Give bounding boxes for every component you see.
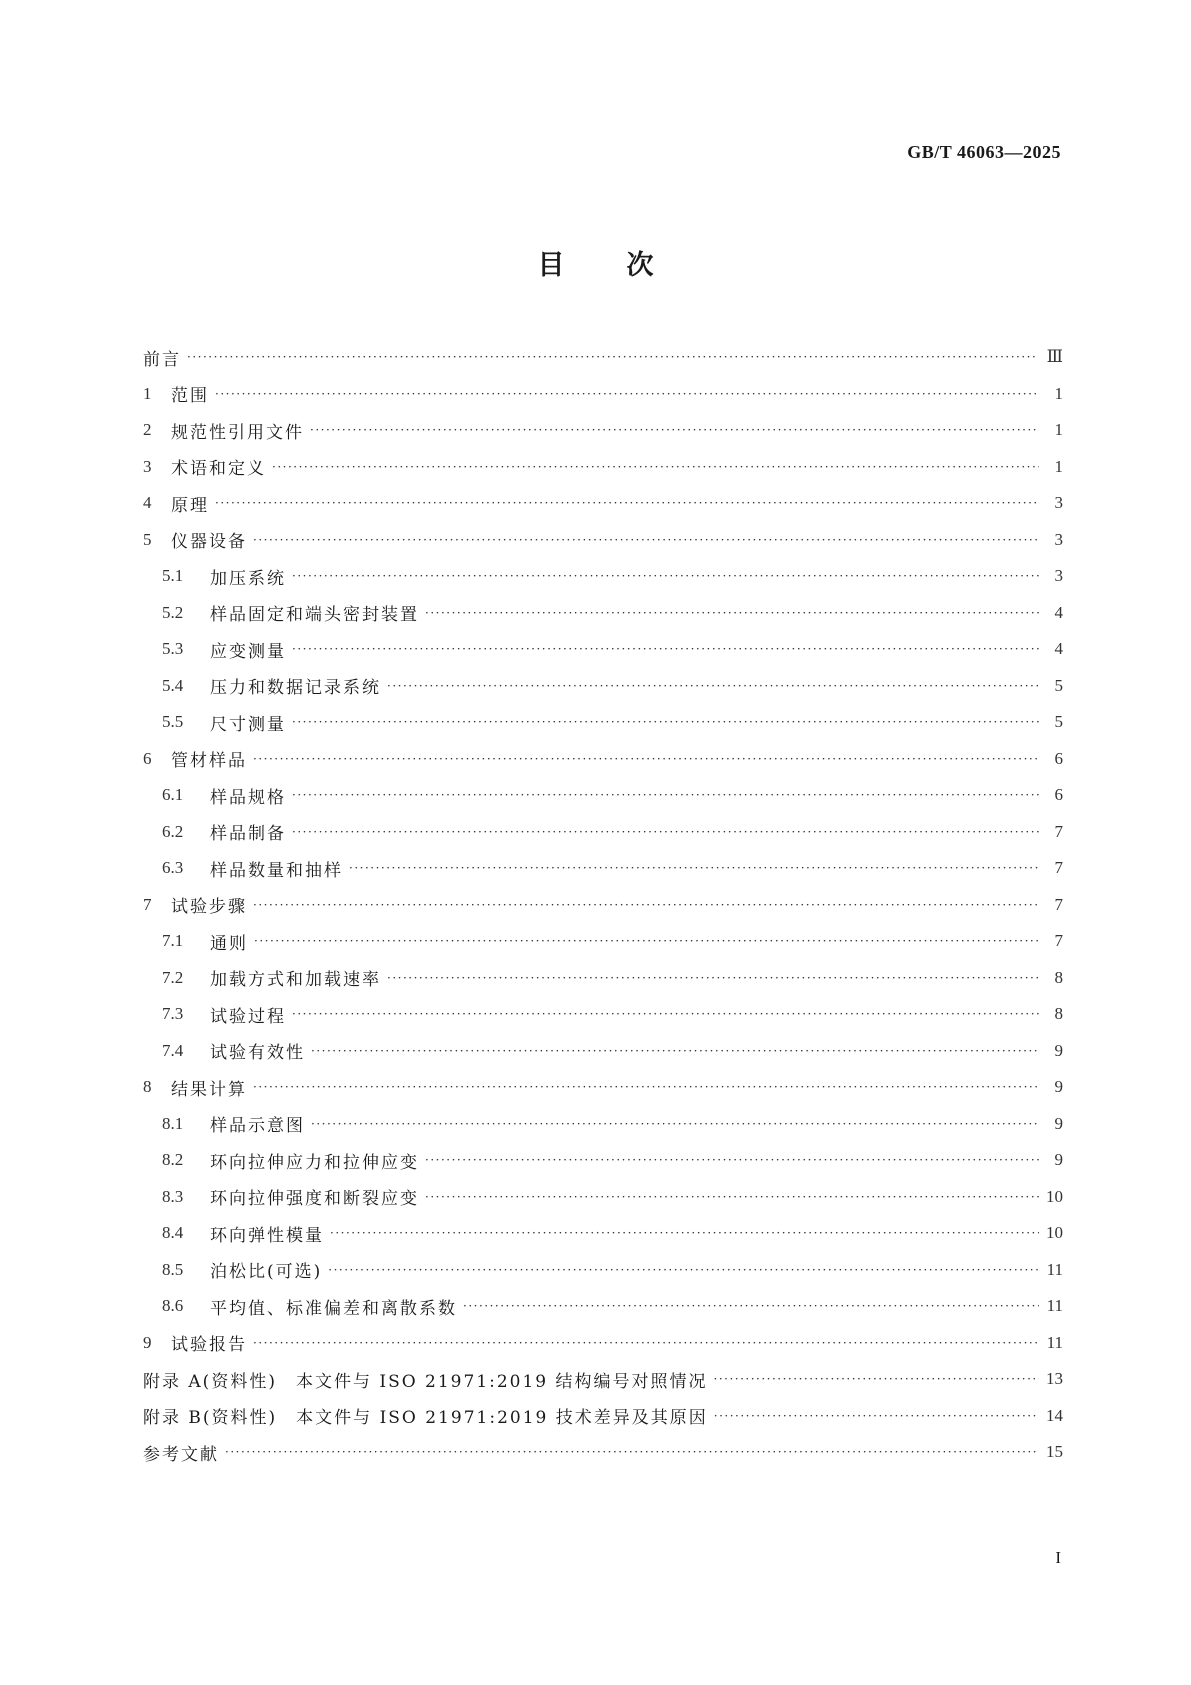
toc-entry-page: 9 — [1054, 1150, 1063, 1170]
toc-entry[interactable] — [143, 668, 1063, 705]
toc-entry-number: 7.4 — [162, 1040, 184, 1060]
toc-leader-dots — [310, 423, 1039, 437]
toc-entry-page: 7 — [1054, 931, 1063, 951]
toc-entry-number: 2 — [143, 420, 152, 440]
toc-entry-label: 样品数量和抽样 — [210, 860, 343, 881]
toc-entry-page: 11 — [1046, 1259, 1063, 1279]
toc-leader-dots — [387, 971, 1039, 985]
toc-entry-page: 14 — [1046, 1405, 1063, 1425]
toc-entry[interactable] — [143, 631, 1063, 668]
toc-entry-number: 8.6 — [162, 1296, 184, 1316]
toc-entry-number: 5.3 — [162, 639, 184, 659]
toc-entry[interactable] — [143, 960, 1063, 997]
toc-entry-number: 1 — [143, 383, 152, 403]
toc-entry-number: 6 — [143, 748, 152, 768]
toc-entry-page: 10 — [1046, 1223, 1063, 1243]
toc-entry[interactable] — [143, 704, 1063, 741]
toc-entry-number: 6.1 — [162, 785, 184, 805]
toc-entry-page: 1 — [1054, 456, 1063, 476]
toc-leader-dots — [311, 1117, 1039, 1131]
toc-entry-label: 附录 A(资料性) 本文件与 ISO 21971:2019 结构编号对照情况 — [143, 1371, 708, 1392]
toc-leader-dots — [187, 350, 1039, 364]
toc-leader-dots — [311, 1044, 1039, 1058]
toc-entry-number: 5 — [143, 529, 152, 549]
toc-entry-label: 尺寸测量 — [210, 714, 286, 735]
toc-leader-dots — [253, 533, 1039, 547]
toc-entry-page: 1 — [1054, 420, 1063, 440]
toc-entry-page: 1 — [1054, 383, 1063, 403]
toc-entry-page: 8 — [1054, 967, 1063, 987]
toc-leader-dots — [225, 1445, 1039, 1459]
toc-leader-dots — [387, 679, 1039, 693]
toc-entry[interactable] — [143, 777, 1063, 814]
toc-leader-dots — [330, 1226, 1039, 1240]
toc-entry[interactable] — [143, 1179, 1063, 1216]
toc-entry[interactable] — [143, 1033, 1063, 1070]
toc-entry[interactable] — [143, 1325, 1063, 1362]
table-of-contents — [143, 339, 1063, 1471]
toc-entry-label: 样品制备 — [210, 824, 286, 845]
toc-entry[interactable] — [143, 449, 1063, 486]
toc-leader-dots — [253, 1080, 1039, 1094]
toc-entry-label: 参考文献 — [143, 1444, 219, 1465]
toc-entry-label: 范围 — [171, 386, 209, 407]
toc-entry-label: 试验有效性 — [210, 1043, 305, 1064]
toc-leader-dots — [272, 460, 1039, 474]
toc-entry[interactable] — [143, 595, 1063, 632]
toc-entry-number: 5.5 — [162, 712, 184, 732]
title-char-1: 目 — [537, 250, 565, 281]
toc-entry-label: 环向拉伸应力和拉伸应变 — [210, 1152, 419, 1173]
toc-leader-dots — [714, 1409, 1039, 1423]
toc-leader-dots — [253, 1336, 1039, 1350]
toc-entry-number: 4 — [143, 493, 152, 513]
toc-entry-label: 仪器设备 — [171, 532, 247, 553]
toc-entry-label: 泊松比(可选) — [210, 1262, 323, 1283]
toc-entry-page: 3 — [1054, 566, 1063, 586]
toc-entry-label: 规范性引用文件 — [171, 422, 304, 443]
toc-entry-number: 9 — [143, 1332, 152, 1352]
toc-entry-page: 9 — [1054, 1113, 1063, 1133]
toc-entry-label: 环向拉伸强度和断裂应变 — [210, 1189, 419, 1210]
toc-entry-page: 7 — [1054, 894, 1063, 914]
toc-entry-page: 4 — [1054, 639, 1063, 659]
toc-leader-dots — [292, 642, 1039, 656]
toc-leader-dots — [425, 1190, 1039, 1204]
toc-entry[interactable] — [143, 850, 1063, 887]
toc-entry-label: 管材样品 — [171, 751, 247, 772]
toc-entry-page: 6 — [1054, 748, 1063, 768]
toc-entry-label: 加载方式和加载速率 — [210, 970, 381, 991]
toc-entry-page: 9 — [1054, 1040, 1063, 1060]
toc-entry-number: 7.2 — [162, 967, 184, 987]
toc-leader-dots — [349, 861, 1039, 875]
toc-entry-page: 6 — [1054, 785, 1063, 805]
toc-entry[interactable] — [143, 814, 1063, 851]
toc-entry[interactable] — [143, 1215, 1063, 1252]
toc-entry-label: 术语和定义 — [171, 459, 266, 480]
toc-entry[interactable] — [143, 522, 1063, 559]
toc-entry-label: 试验步骤 — [171, 897, 247, 918]
toc-entry-number: 8.1 — [162, 1113, 184, 1133]
toc-entry-page: 11 — [1046, 1332, 1063, 1352]
toc-entry-number: 7 — [143, 894, 152, 914]
toc-entry-page: 4 — [1054, 602, 1063, 622]
toc-entry-page: 3 — [1054, 529, 1063, 549]
toc-entry[interactable] — [143, 485, 1063, 522]
toc-entry[interactable] — [143, 996, 1063, 1033]
toc-entry-page: 5 — [1054, 712, 1063, 732]
page-title — [0, 243, 1191, 282]
toc-entry-page: 5 — [1054, 675, 1063, 695]
toc-entry-page: 9 — [1054, 1077, 1063, 1097]
toc-entry[interactable] — [143, 1142, 1063, 1179]
toc-entry-number: 6.3 — [162, 858, 184, 878]
toc-leader-dots — [292, 788, 1039, 802]
toc-entry-number: 3 — [143, 456, 152, 476]
toc-entry[interactable] — [143, 1288, 1063, 1325]
toc-leader-dots — [253, 898, 1039, 912]
toc-entry-label: 附录 B(资料性) 本文件与 ISO 21971:2019 技术差异及其原因 — [143, 1408, 708, 1429]
toc-entry-label: 前言 — [143, 349, 181, 370]
toc-leader-dots — [328, 1263, 1039, 1277]
standard-code: GB/T 46063—2025 — [907, 142, 1061, 162]
toc-leader-dots — [463, 1299, 1039, 1313]
toc-entry[interactable] — [143, 1398, 1063, 1435]
toc-entry-label: 原理 — [171, 495, 209, 516]
toc-entry-label: 样品示意图 — [210, 1116, 305, 1137]
toc-entry-label: 压力和数据记录系统 — [210, 678, 381, 699]
toc-leader-dots — [292, 825, 1039, 839]
toc-entry-number: 7.3 — [162, 1004, 184, 1024]
toc-entry-number: 7.1 — [162, 931, 184, 951]
toc-entry[interactable] — [143, 339, 1063, 376]
toc-entry[interactable] — [143, 1434, 1063, 1471]
toc-entry-number: 8.4 — [162, 1223, 184, 1243]
toc-entry[interactable] — [143, 1106, 1063, 1143]
toc-leader-dots — [292, 715, 1039, 729]
toc-leader-dots — [425, 606, 1039, 620]
toc-entry-page: 8 — [1054, 1004, 1063, 1024]
toc-entry-page: 7 — [1054, 821, 1063, 841]
toc-leader-dots — [714, 1372, 1039, 1386]
toc-entry-label: 加压系统 — [210, 568, 286, 589]
toc-entry-number: 8.3 — [162, 1186, 184, 1206]
toc-entry-label: 平均值、标准偏差和离散系数 — [210, 1298, 457, 1319]
toc-entry[interactable] — [143, 558, 1063, 595]
toc-leader-dots — [215, 496, 1039, 510]
footer-page-number: I — [1055, 1548, 1061, 1567]
toc-entry[interactable] — [143, 741, 1063, 778]
toc-entry-label: 结果计算 — [171, 1079, 247, 1100]
toc-entry-label: 试验报告 — [171, 1335, 247, 1356]
toc-entry[interactable] — [143, 923, 1063, 960]
toc-entry[interactable] — [143, 1069, 1063, 1106]
toc-entry-label: 通则 — [210, 933, 248, 954]
toc-entry[interactable] — [143, 887, 1063, 924]
toc-entry[interactable] — [143, 376, 1063, 413]
toc-entry-number: 6.2 — [162, 821, 184, 841]
toc-entry-label: 样品规格 — [210, 787, 286, 808]
toc-entry-number: 8.5 — [162, 1259, 184, 1279]
toc-leader-dots — [253, 752, 1039, 766]
toc-entry[interactable] — [143, 1361, 1063, 1398]
toc-entry[interactable] — [143, 412, 1063, 449]
toc-entry-page: 11 — [1046, 1296, 1063, 1316]
toc-entry-label: 应变测量 — [210, 641, 286, 662]
toc-leader-dots — [215, 387, 1039, 401]
toc-entry-page: Ⅲ — [1046, 347, 1063, 367]
toc-entry-page: 3 — [1054, 493, 1063, 513]
toc-entry-page: 13 — [1046, 1369, 1063, 1389]
toc-leader-dots — [292, 1007, 1039, 1021]
toc-entry-number: 5.4 — [162, 675, 184, 695]
toc-entry-page: 15 — [1046, 1442, 1063, 1462]
title-char-2: 次 — [626, 250, 654, 281]
toc-entry-label: 环向弹性模量 — [210, 1225, 324, 1246]
toc-entry-label: 试验过程 — [210, 1006, 286, 1027]
toc-leader-dots — [425, 1153, 1039, 1167]
toc-entry-label: 样品固定和端头密封装置 — [210, 605, 419, 626]
toc-leader-dots — [292, 569, 1039, 583]
toc-entry-page: 10 — [1046, 1186, 1063, 1206]
toc-entry-number: 5.2 — [162, 602, 184, 622]
toc-entry-number: 5.1 — [162, 566, 184, 586]
toc-entry-number: 8 — [143, 1077, 152, 1097]
toc-entry-number: 8.2 — [162, 1150, 184, 1170]
toc-entry[interactable] — [143, 1252, 1063, 1289]
toc-entry-page: 7 — [1054, 858, 1063, 878]
toc-leader-dots — [254, 934, 1039, 948]
